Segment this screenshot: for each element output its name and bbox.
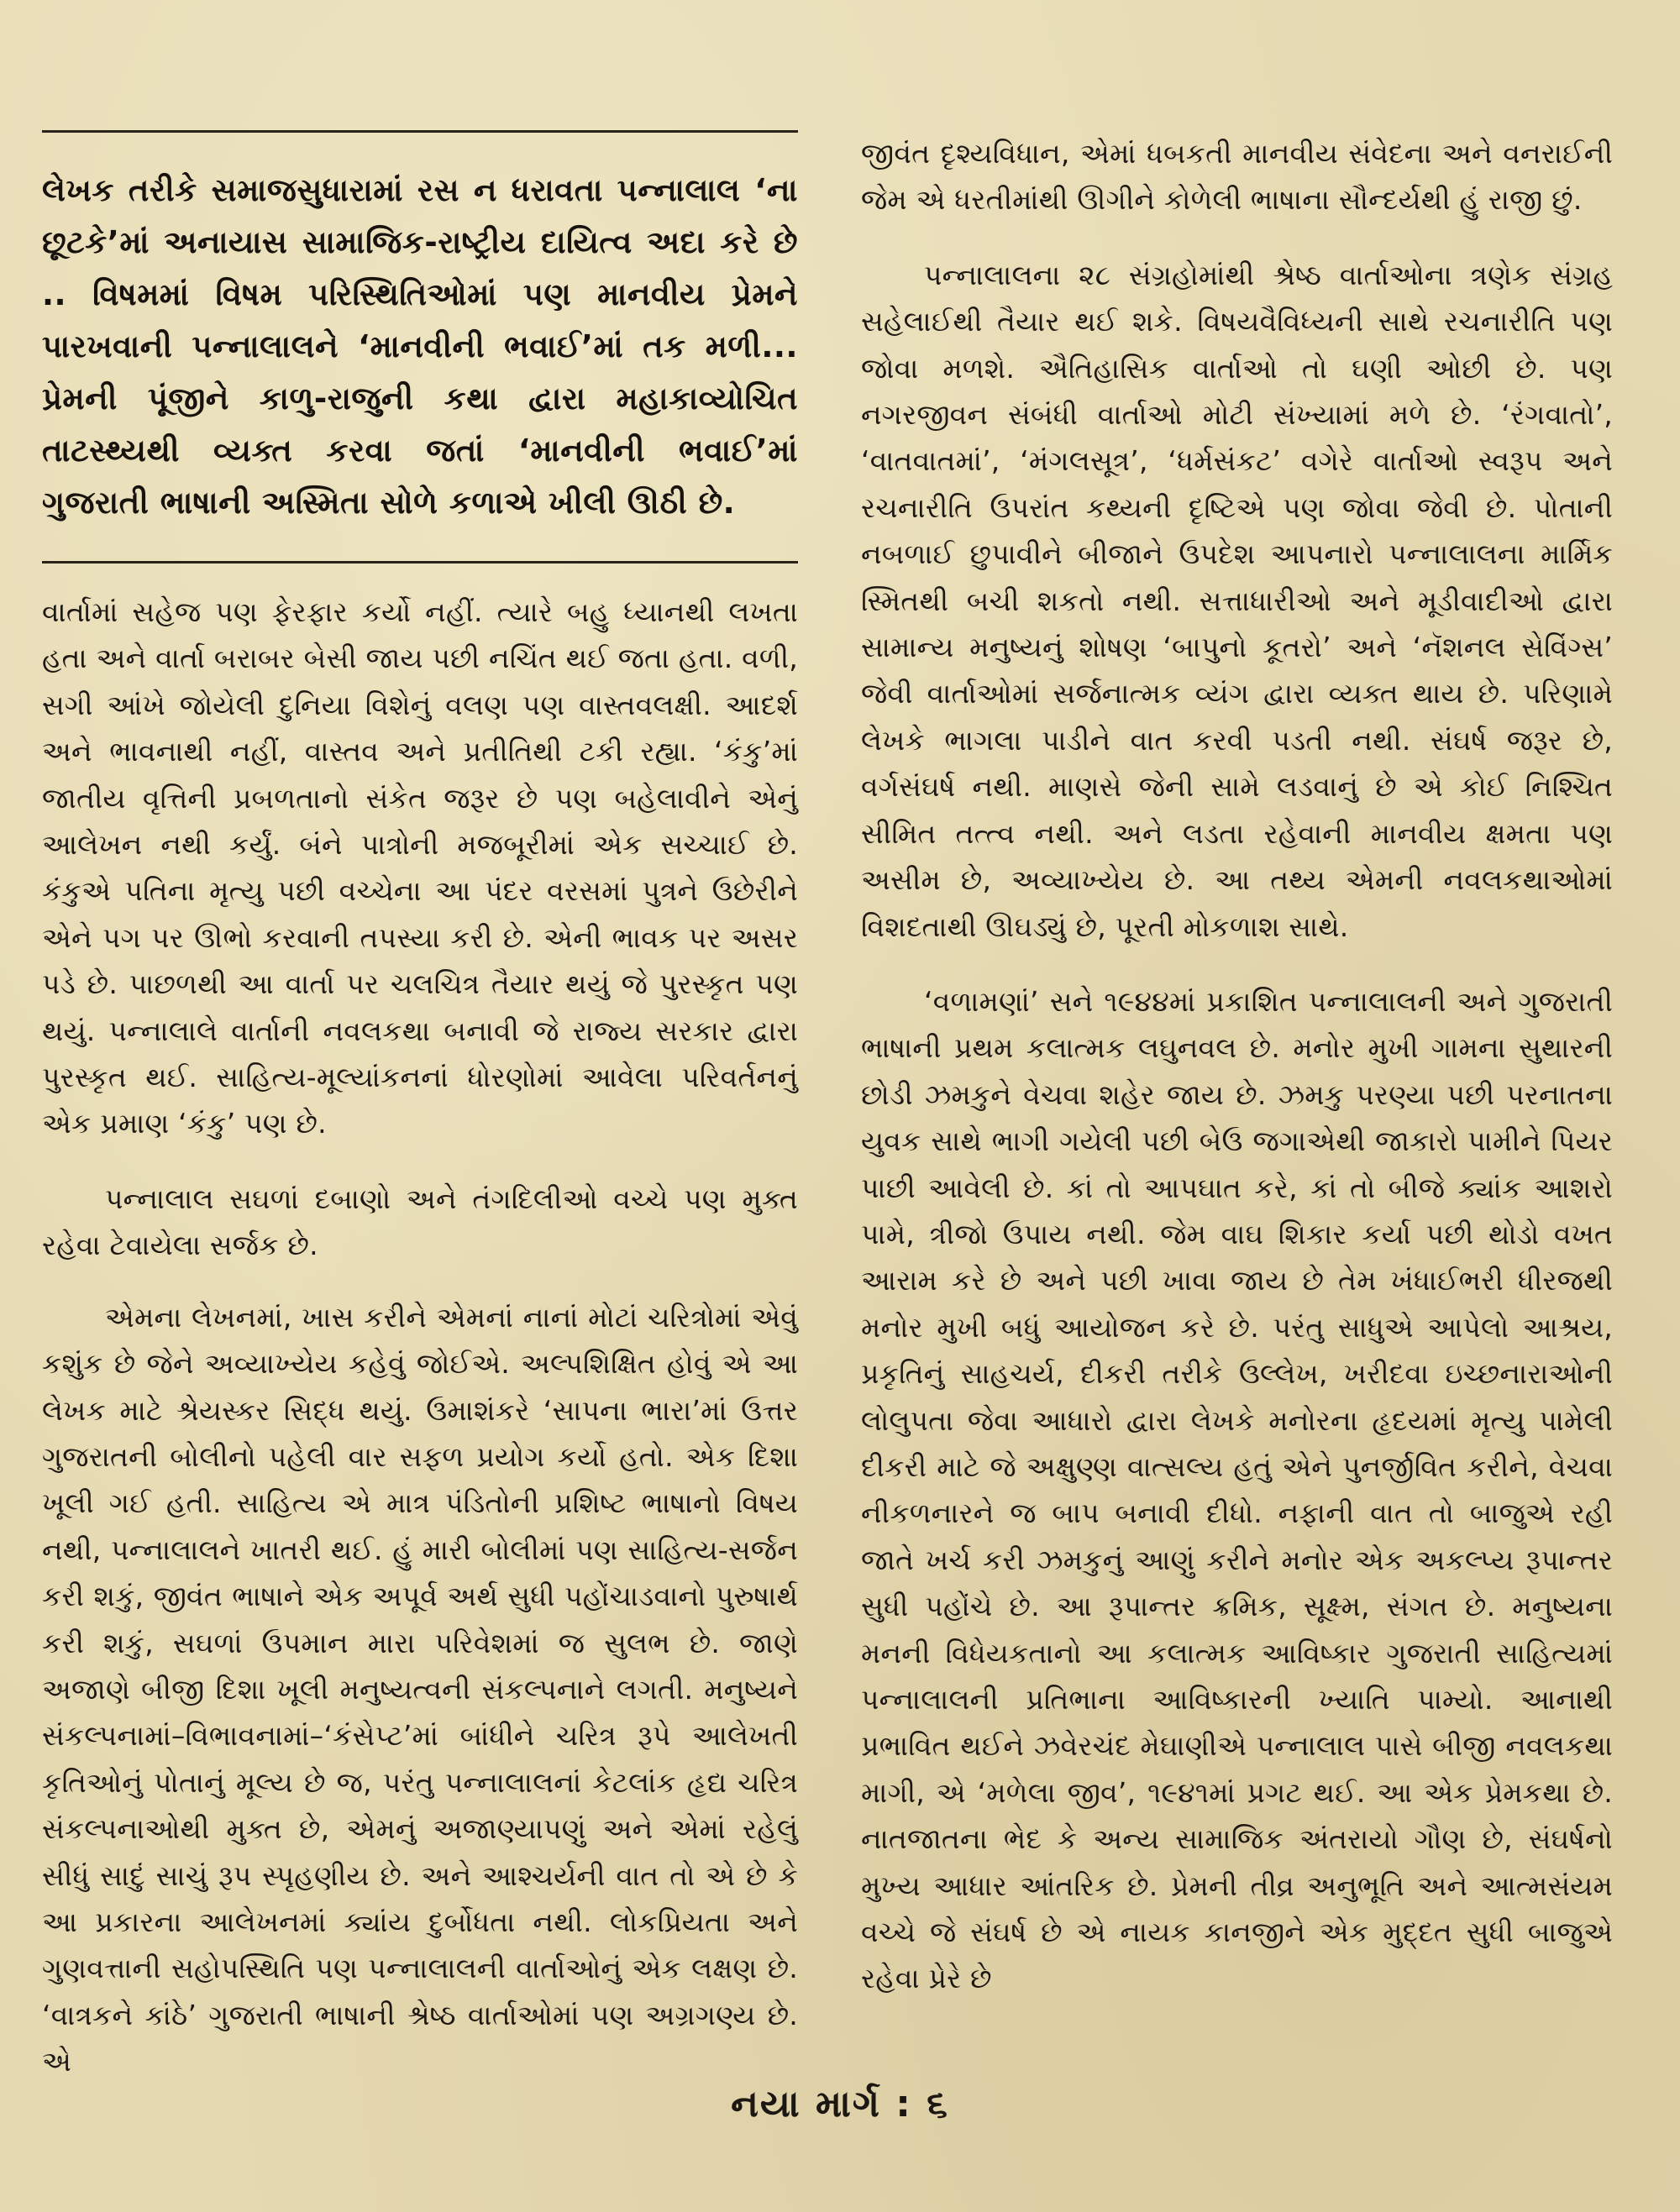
page-footer: નયા માર્ગ : ૬ (731, 2083, 949, 2126)
left-column (42, 130, 798, 2085)
right-paragraph-2: પન્નાલાલના ૨૮ સંગ્રહોમાંથી શ્રેષ્ઠ વાર્તાઓના ત્રણેક સંગ્રહ સહેલાઈથી તૈયાર થઈ શકે. વિષયવૈવિધ્યની સાથે રચનારીતિ પણ જોવા મળશે. ઐતિહાસિક વાર્તાઓ તો ઘણી ઓછી છે. પણ નગરજીવન સંબંધી વાર્તાઓ મોટી સંખ્યામાં મળે છે. ‘રંગવાતો’, ‘વાતવાતમાં’, ‘મંગલસૂત્ર’, ‘ધર્મસંકટ’ વગેરે વાર્તાઓ સ્વરૂપ અને રચનારીતિ ઉપરાંત કથ્યની દૃષ્ટિએ પણ જોવા જેવી છે. પોતાની નબળાઈ છુપાવીને બીજાને ઉપદેશ આપનારો પન્નાલાલના માર્મિક સ્મિતથી બચી શકતો નથી. સત્તાધારીઓ અને મૂડીવાદીઓ દ્વારા સામાન્ય મનુષ્યનું શોષણ ‘બાપુનો કૂતરો’ અને ‘નૅશનલ સેવિંગ્સ’ જેવી વાર્તાઓમાં સર્જનાત્મક વ્યંગ દ્વારા વ્યક્ત થાય છે. પરિણામે લેખકે ભાગલા પાડીને વાત કરવી પડતી નથી. સંઘર્ષ જરૂર છે, વર્ગસંઘર્ષ નથી. માણસે જેની સામે લડવાનું છે એ કોઈ નિશ્ચિત સીમિત તત્ત્વ નથી. અને લડતા રહેવાની માનવીય ક્ષમતા પણ અસીમ છે, અવ્યાખ્યેય છે. આ તથ્ય એમની નવલકથાઓમાં વિશદતાથી ઊઘડ્યું છે, પૂરતી મોકળાશ સાથે. (861, 258, 1613, 943)
right-paragraph-3: ‘વળામણાં’ સને ૧૯૪૪માં પ્રકાશિત પન્નાલાલની અને ગુજરાતી ભાષાની પ્રથમ કલાત્મક લઘુનવલ છે. મનોર મુખી ગામના સુથારની છોડી ઝમકુને વેચવા શહેર જાય છે. ઝમકુ પરણ્યા પછી પરનાતના યુવક સાથે ભાગી ગયેલી પછી બેઉ જગાએથી જાકારો પામીને પિયર પાછી આવેલી છે. કાં તો આપઘાત કરે, કાં તો બીજે ક્યાંક આશરો પામે, ત્રીજો ઉપાય નથી. જેમ વાઘ શિકાર કર્યા પછી થોડો વખત આરામ કરે છે અને પછી ખાવા જાય છે તેમ ખંધાઈભરી ધીરજથી મનોર મુખી બધું આયોજન કરે છે. પરંતુ સાધુએ આપેલો આશ્રય, પ્રકૃતિનું સાહચર્ય, દીકરી તરીકે ઉલ્લેખ, ખરીદવા ઇચ્છનારાઓની લોલુપતા જેવા આધારો દ્વારા લેખકે મનોરના હૃદયમાં મૃત્યુ પામેલી દીકરી માટે જે અક્ષુણ્ણ વાત્સલ્ય હતું એને પુનર્જીવિત કરીને, વેચવા નીકળનારને જ બાપ બનાવી દીધો. નફાની વાત તો બાજુએ રહી જાતે ખર્ચ કરી ઝમકુનું આણું કરીને મનોર એક અકલ્પ્ય રૂપાન્તર સુધી પહોંચે છે. આ રૂપાન્તર ક્રમિક, સૂક્ષ્મ, સંગત છે. મનુષ્યના મનની વિધેયકતાનો આ કલાત્મક આવિષ્કાર ગુજરાતી સાહિત્યમાં પન્નાલાલની પ્રતિભાના આવિષ્કારની ખ્યાતિ પામ્યો. આનાથી પ્રભાવિત થઈને ઝવેરચંદ મેઘાણીએ પન્નાલાલ પાસે બીજી નવલકથા માગી, એ ‘મળેલા જીવ’, ૧૯૪૧માં પ્રગટ થઈ. આ એક પ્રેમકથા છે. નાતજાતના ભેદ કે અન્ય સામાજિક અંતરાયો ગૌણ છે, સંઘર્ષનો મુખ્ય આધાર આંતરિક છે. પ્રેમની તીવ્ર અનુભૂતિ અને આત્મસંયમ વચ્ચે જે સંઘર્ષ છે એ નાયક કાનજીને એક મુદ્દત સુધી બાજુએ રહેવા પ્રેરે છે (861, 984, 1613, 1995)
right-column (861, 130, 1613, 2002)
left-paragraph-2: પન્નાલાલ સઘળાં દબાણો અને તંગદિલીઓ વચ્ચે પણ મુક્ત રહેવા ટેવાયેલા સર્જક છે. (42, 1182, 798, 1262)
left-paragraph-1: વાર્તામાં સહેજ પણ ફેરફાર કર્યો નહીં. ત્યારે બહુ ધ્યાનથી લખતા હતા અને વાર્તા બરાબર બેસી જાય પછી નચિંત થઈ જતા હતા. વળી, સગી આંખે જોયેલી દુનિયા વિશેનું વલણ પણ વાસ્તવલક્ષી. આદર્શ અને ભાવનાથી નહીં, વાસ્તવ અને પ્રતીતિથી ટકી રહ્યા. ‘કંકુ’માં જાતીય વૃત્તિની પ્રબળતાનો સંકેત જરૂર છે પણ બહેલાવીને એનું આલેખન નથી કર્યું. બંને પાત્રોની મજબૂરીમાં એક સચ્ચાઈ છે. કંકુએ પતિના મૃત્યુ પછી વચ્ચેના આ પંદર વરસમાં પુત્રને ઉછેરીને એને પગ પર ઊભો કરવાની તપસ્યા કરી છે. એની ભાવક પર અસર પડે છે. પાછળથી આ વાર્તા પર ચલચિત્ર તૈયાર થયું જે પુરસ્કૃત પણ થયું. પન્નાલાલે વાર્તાની નવલકથા બનાવી જે રાજ્ય સરકાર દ્વારા પુરસ્કૃત થઈ. સાહિત્ય-મૂલ્યાંકનનાં ધોરણોમાં આવેલા પરિવર્તનનું એક પ્રમાણ ‘કંકુ’ પણ છે. (42, 595, 798, 1140)
pullquote: લેખક તરીકે સમાજસુધારામાં રસ ન ધરાવતા પન્નાલાલ ‘ના છૂટકે’માં અનાયાસ સામાજિક-રાષ્ટ્રીય દાયિત્વ અદા કરે છે .. વિષમમાં વિષમ પરિસ્થિતિઓમાં પણ માનવીય પ્રેમને પારખવાની પન્નાલાલને ‘માનવીની ભવાઈ’માં તક મળી... પ્રેમની પૂંજીને કાળુ-રાજુની કથા દ્વારા મહાકાવ્યોચિત તાટસ્થ્યથી વ્યક્ત કરવા જતાં ‘માનવીની ભવાઈ’માં ગુજરાતી ભાષાની અસ્મિતા સોળે કળાએ ખીલી ઊઠી છે. (42, 172, 798, 521)
left-paragraph-3: એમના લેખનમાં, ખાસ કરીને એમનાં નાનાં મોટાં ચરિત્રોમાં એવું કશુંક છે જેને અવ્યાખ્યેય કહેવું જોઈએ. અલ્પશિક્ષિત હોવું એ આ લેખક માટે શ્રેયસ્કર સિદ્ધ થયું. ઉમાશંકરે ‘સાપના ભારા’માં ઉત્તર ગુજરાતની બોલીનો પહેલી વાર સફળ પ્રયોગ કર્યો હતો. એક દિશા ખૂલી ગઈ હતી. સાહિત્ય એ માત્ર પંડિતોની પ્રશિષ્ટ ભાષાનો વિષય નથી, પન્નાલાલને ખાતરી થઈ. હું મારી બોલીમાં પણ સાહિત્ય-સર્જન કરી શકું, જીવંત ભાષાને એક અપૂર્વ અર્થ સુધી પહોંચાડવાનો પુરુષાર્થ કરી શકું, સઘળાં ઉપમાન મારા પરિવેશમાં જ સુલભ છે. જાણે અજાણે બીજી દિશા ખૂલી મનુષ્યત્વની સંકલ્પનાને લગતી. મનુષ્યને સંકલ્પનામાં–વિભાવનામાં–‘કંસેપ્ટ’માં બાંધીને ચરિત્ર રૂપે આલેખતી કૃતિઓનું પોતાનું મૂલ્ય છે જ, પરંતુ પન્નાલાલનાં કેટલાંક હૃદ્ય ચરિત્ર સંકલ્પનાઓથી મુક્ત છે, એમનું અજાણ્યાપણું અને એમાં રહેલું સીધું સાદું સાચું રૂપ સ્પૃહણીય છે. અને આશ્ચર્યની વાત તો એ છે કે આ પ્રકારના આલેખનમાં ક્યાંય દુર્બોધતા નથી. લોકપ્રિયતા અને ગુણવત્તાની સહોપસ્થિતિ પણ પન્નાલાલની વાર્તાઓનું એક લક્ષણ છે. ‘વાત્રકને કાંઠે’ ગુજરાતી ભાષાની શ્રેષ્ઠ વાર્તાઓમાં પણ અગ્રગણ્ય છે. એ (42, 1300, 798, 2078)
right-paragraph-1: જીવંત દૃશ્યવિધાન, એમાં ધબકતી માનવીય સંવેદના અને વનરાઈની જેમ એ ધરતીમાંથી ઊગીને કોળેલી ભાષાના સૌન્દર્યથી હું રાજી છું. (861, 137, 1613, 217)
